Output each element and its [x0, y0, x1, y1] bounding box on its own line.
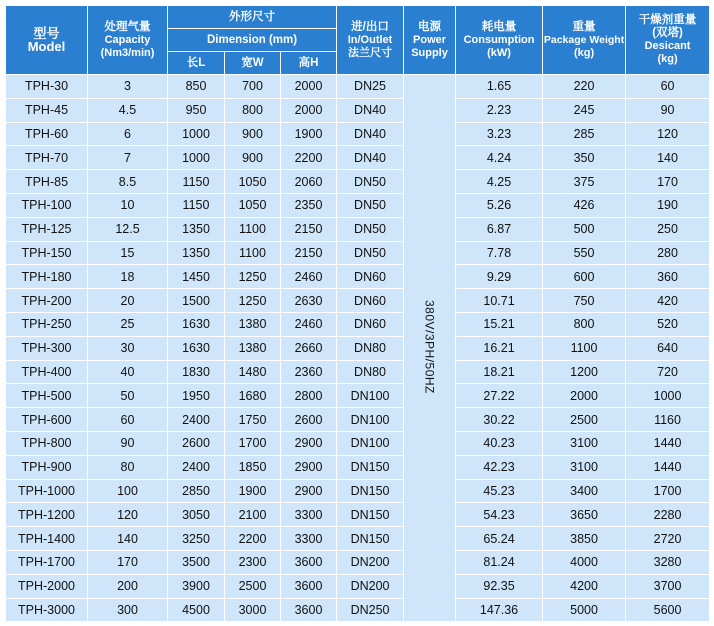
cell-w: 1480: [225, 360, 281, 384]
cell-desiccant: 720: [626, 360, 710, 384]
table-row: [6, 336, 710, 360]
cell-w: 1380: [225, 312, 281, 336]
cell-model: TPH-60: [6, 122, 88, 146]
cell-h: 2900: [281, 431, 337, 455]
cell-h: 3300: [281, 503, 337, 527]
cell-desiccant: 140: [626, 146, 710, 170]
cell-weight: 2500: [543, 408, 626, 432]
cell-capacity: 20: [88, 289, 168, 313]
cell-inlet: DN60: [337, 289, 404, 313]
table-row: [6, 265, 710, 289]
cell-w: 800: [225, 98, 281, 122]
table-row: [6, 146, 710, 170]
cell-desiccant: 3280: [626, 550, 710, 574]
cell-l: 3250: [168, 527, 225, 551]
cell-desiccant: 1000: [626, 384, 710, 408]
table-row: [6, 241, 710, 265]
cell-desiccant: 420: [626, 289, 710, 313]
cell-capacity: 30: [88, 336, 168, 360]
cell-h: 2000: [281, 98, 337, 122]
cell-desiccant: 2720: [626, 527, 710, 551]
cell-weight: 220: [543, 75, 626, 99]
cell-consumption: 5.26: [456, 193, 543, 217]
header-inlet-zh2: 法兰尺寸: [348, 46, 393, 59]
cell-inlet: DN60: [337, 312, 404, 336]
cell-consumption: 16.21: [456, 336, 543, 360]
cell-consumption: 18.21: [456, 360, 543, 384]
cell-model: TPH-200: [6, 289, 88, 313]
header-desiccant: [626, 6, 710, 75]
cell-desiccant: 60: [626, 75, 710, 99]
table-row: [6, 574, 710, 598]
cell-inlet: DN40: [337, 146, 404, 170]
cell-weight: 4200: [543, 574, 626, 598]
header-consumption: [456, 6, 543, 75]
cell-l: 1630: [168, 312, 225, 336]
cell-model: TPH-400: [6, 360, 88, 384]
cell-l: 1350: [168, 241, 225, 265]
cell-desiccant: 520: [626, 312, 710, 336]
cell-capacity: 140: [88, 527, 168, 551]
cell-l: 2600: [168, 431, 225, 455]
cell-model: TPH-30: [6, 75, 88, 99]
cell-inlet: DN80: [337, 336, 404, 360]
cell-desiccant: 120: [626, 122, 710, 146]
cell-l: 3900: [168, 574, 225, 598]
cell-model: TPH-1200: [6, 503, 88, 527]
header-model: [6, 6, 88, 75]
cell-model: TPH-1700: [6, 550, 88, 574]
cell-desiccant: 2280: [626, 503, 710, 527]
cell-consumption: 81.24: [456, 550, 543, 574]
header-desiccant-unit: (kg): [657, 53, 678, 65]
header-desiccant-zh: 干燥剂重量: [638, 14, 697, 26]
cell-consumption: 27.22: [456, 384, 543, 408]
cell-inlet: DN60: [337, 265, 404, 289]
cell-w: 1250: [225, 289, 281, 313]
cell-inlet: DN25: [337, 75, 404, 99]
cell-inlet: DN150: [337, 479, 404, 503]
table-row: [6, 75, 710, 99]
cell-w: 1250: [225, 265, 281, 289]
cell-capacity: 7: [88, 146, 168, 170]
table-row: [6, 217, 710, 241]
cell-weight: 285: [543, 122, 626, 146]
cell-weight: 750: [543, 289, 626, 313]
header-capacity: [88, 6, 168, 75]
cell-h: 2200: [281, 146, 337, 170]
cell-capacity: 4.5: [88, 98, 168, 122]
cell-l: 1000: [168, 122, 225, 146]
cell-l: 1450: [168, 265, 225, 289]
table-row: [6, 527, 710, 551]
cell-consumption: 65.24: [456, 527, 543, 551]
cell-w: 700: [225, 75, 281, 99]
cell-h: 2460: [281, 265, 337, 289]
cell-l: 1630: [168, 336, 225, 360]
cell-capacity: 12.5: [88, 217, 168, 241]
header-length: 长L: [168, 52, 225, 75]
table-row: [6, 598, 710, 622]
table-row: [6, 503, 710, 527]
cell-desiccant: 640: [626, 336, 710, 360]
cell-capacity: 120: [88, 503, 168, 527]
table-row: [6, 122, 710, 146]
cell-weight: 375: [543, 170, 626, 194]
cell-capacity: 100: [88, 479, 168, 503]
cell-model: TPH-900: [6, 455, 88, 479]
cell-consumption: 147.36: [456, 598, 543, 622]
cell-weight: 245: [543, 98, 626, 122]
cell-capacity: 6: [88, 122, 168, 146]
cell-inlet: DN150: [337, 527, 404, 551]
header-weight-zh: 重量: [572, 20, 596, 33]
cell-consumption: 40.23: [456, 431, 543, 455]
cell-l: 1830: [168, 360, 225, 384]
cell-l: 1150: [168, 170, 225, 194]
cell-consumption: 6.87: [456, 217, 543, 241]
table-row: [6, 431, 710, 455]
cell-l: 4500: [168, 598, 225, 622]
cell-capacity: 300: [88, 598, 168, 622]
cell-w: 1050: [225, 193, 281, 217]
cell-inlet: DN100: [337, 408, 404, 432]
cell-l: 1150: [168, 193, 225, 217]
header-consumption-zh: 耗电量: [481, 20, 517, 33]
cell-model: TPH-500: [6, 384, 88, 408]
cell-capacity: 200: [88, 574, 168, 598]
cell-l: 1350: [168, 217, 225, 241]
cell-consumption: 10.71: [456, 289, 543, 313]
cell-inlet: DN100: [337, 431, 404, 455]
table-row: [6, 289, 710, 313]
header-model-zh: 型号: [33, 26, 60, 41]
cell-w: 1100: [225, 241, 281, 265]
cell-capacity: 3: [88, 75, 168, 99]
table-row: [6, 170, 710, 194]
header-width: 宽W: [225, 52, 281, 75]
cell-h: 3600: [281, 574, 337, 598]
cell-model: TPH-45: [6, 98, 88, 122]
spec-table-container: [5, 5, 710, 622]
cell-consumption: 1.65: [456, 75, 543, 99]
cell-h: 3300: [281, 527, 337, 551]
cell-model: TPH-3000: [6, 598, 88, 622]
cell-capacity: 18: [88, 265, 168, 289]
cell-consumption: 92.35: [456, 574, 543, 598]
cell-inlet: DN250: [337, 598, 404, 622]
cell-weight: 3100: [543, 431, 626, 455]
cell-weight: 500: [543, 217, 626, 241]
cell-weight: 550: [543, 241, 626, 265]
cell-desiccant: 360: [626, 265, 710, 289]
table-body: [6, 75, 710, 622]
cell-desiccant: 90: [626, 98, 710, 122]
cell-capacity: 10: [88, 193, 168, 217]
cell-h: 2660: [281, 336, 337, 360]
cell-weight: 1200: [543, 360, 626, 384]
cell-capacity: 50: [88, 384, 168, 408]
cell-desiccant: 250: [626, 217, 710, 241]
cell-consumption: 30.22: [456, 408, 543, 432]
cell-w: 1750: [225, 408, 281, 432]
power-supply-cell: [404, 75, 456, 622]
cell-w: 900: [225, 146, 281, 170]
header-capacity-unit: (Nm3/min): [100, 46, 155, 59]
cell-model: TPH-150: [6, 241, 88, 265]
cell-l: 950: [168, 98, 225, 122]
cell-w: 2100: [225, 503, 281, 527]
cell-consumption: 15.21: [456, 312, 543, 336]
cell-inlet: DN80: [337, 360, 404, 384]
table-row: [6, 312, 710, 336]
cell-w: 3000: [225, 598, 281, 622]
cell-desiccant: 1440: [626, 431, 710, 455]
cell-consumption: 2.23: [456, 98, 543, 122]
header-power: [404, 6, 456, 75]
cell-h: 2150: [281, 217, 337, 241]
cell-consumption: 7.78: [456, 241, 543, 265]
header-inlet-en: In/Outlet: [347, 33, 393, 46]
cell-w: 1100: [225, 217, 281, 241]
cell-consumption: 9.29: [456, 265, 543, 289]
cell-weight: 5000: [543, 598, 626, 622]
cell-l: 2400: [168, 455, 225, 479]
cell-h: 1900: [281, 122, 337, 146]
cell-inlet: DN50: [337, 193, 404, 217]
cell-w: 900: [225, 122, 281, 146]
cell-weight: 3400: [543, 479, 626, 503]
cell-model: TPH-125: [6, 217, 88, 241]
cell-inlet: DN50: [337, 241, 404, 265]
cell-inlet: DN50: [337, 170, 404, 194]
cell-l: 2400: [168, 408, 225, 432]
cell-consumption: 54.23: [456, 503, 543, 527]
header-weight-unit: (kg): [573, 46, 595, 59]
cell-inlet: DN150: [337, 503, 404, 527]
cell-capacity: 80: [88, 455, 168, 479]
cell-consumption: 4.24: [456, 146, 543, 170]
header-model-en: Model: [27, 39, 66, 54]
cell-h: 2900: [281, 455, 337, 479]
table-row: [6, 455, 710, 479]
header-height: 高H: [281, 52, 337, 75]
cell-weight: 3850: [543, 527, 626, 551]
power-supply-value: 380V/3PH/50HZ: [422, 299, 437, 394]
cell-l: 3500: [168, 550, 225, 574]
cell-desiccant: 190: [626, 193, 710, 217]
cell-inlet: DN40: [337, 122, 404, 146]
cell-w: 2300: [225, 550, 281, 574]
cell-w: 1700: [225, 431, 281, 455]
cell-w: 1380: [225, 336, 281, 360]
header-consumption-en: Consumption: [463, 33, 535, 46]
table-row: [6, 360, 710, 384]
cell-desiccant: 1700: [626, 479, 710, 503]
cell-h: 2460: [281, 312, 337, 336]
cell-desiccant: 170: [626, 170, 710, 194]
cell-weight: 3650: [543, 503, 626, 527]
cell-w: 2500: [225, 574, 281, 598]
cell-desiccant: 3700: [626, 574, 710, 598]
cell-desiccant: 280: [626, 241, 710, 265]
cell-inlet: DN50: [337, 217, 404, 241]
table-row: [6, 408, 710, 432]
cell-model: TPH-800: [6, 431, 88, 455]
cell-weight: 800: [543, 312, 626, 336]
header-desiccant-zh2: (双塔): [652, 27, 683, 39]
cell-capacity: 8.5: [88, 170, 168, 194]
cell-h: 2630: [281, 289, 337, 313]
cell-capacity: 60: [88, 408, 168, 432]
cell-weight: 4000: [543, 550, 626, 574]
header-inlet-zh: 进/出口: [351, 20, 389, 33]
cell-l: 1500: [168, 289, 225, 313]
table-row: [6, 384, 710, 408]
header-weight: [543, 6, 626, 75]
cell-h: 3600: [281, 550, 337, 574]
cell-h: 2360: [281, 360, 337, 384]
cell-model: TPH-1000: [6, 479, 88, 503]
cell-h: 2060: [281, 170, 337, 194]
header-capacity-zh: 处理气量: [104, 20, 151, 33]
cell-h: 2800: [281, 384, 337, 408]
cell-l: 2850: [168, 479, 225, 503]
spec-table: [5, 5, 710, 622]
cell-h: 2150: [281, 241, 337, 265]
cell-w: 1680: [225, 384, 281, 408]
header-capacity-en: Capacity: [104, 33, 151, 46]
header-power-zh: 电源: [418, 20, 442, 33]
header-inlet: [337, 6, 404, 75]
cell-capacity: 90: [88, 431, 168, 455]
cell-desiccant: 1440: [626, 455, 710, 479]
table-row: [6, 193, 710, 217]
cell-weight: 600: [543, 265, 626, 289]
cell-model: TPH-1400: [6, 527, 88, 551]
cell-inlet: DN100: [337, 384, 404, 408]
cell-desiccant: 1160: [626, 408, 710, 432]
header-desiccant-en: Desicant: [644, 40, 691, 52]
header-dimension-en: Dimension (mm): [168, 29, 337, 52]
cell-model: TPH-100: [6, 193, 88, 217]
cell-l: 1000: [168, 146, 225, 170]
cell-inlet: DN40: [337, 98, 404, 122]
table-row: [6, 479, 710, 503]
cell-model: TPH-70: [6, 146, 88, 170]
header-power-en1: Power: [413, 33, 447, 46]
cell-l: 1950: [168, 384, 225, 408]
cell-desiccant: 5600: [626, 598, 710, 622]
table-header: [6, 6, 710, 75]
cell-model: TPH-600: [6, 408, 88, 432]
cell-consumption: 3.23: [456, 122, 543, 146]
cell-model: TPH-2000: [6, 574, 88, 598]
cell-inlet: DN200: [337, 574, 404, 598]
cell-capacity: 170: [88, 550, 168, 574]
cell-w: 1050: [225, 170, 281, 194]
cell-weight: 2000: [543, 384, 626, 408]
cell-weight: 426: [543, 193, 626, 217]
cell-w: 1900: [225, 479, 281, 503]
cell-inlet: DN150: [337, 455, 404, 479]
header-power-en2: Supply: [411, 46, 448, 59]
table-row: [6, 98, 710, 122]
cell-h: 2350: [281, 193, 337, 217]
header-weight-en: Package Weight: [543, 33, 625, 46]
cell-h: 2000: [281, 75, 337, 99]
cell-capacity: 25: [88, 312, 168, 336]
cell-l: 850: [168, 75, 225, 99]
cell-w: 2200: [225, 527, 281, 551]
cell-model: TPH-180: [6, 265, 88, 289]
cell-l: 3050: [168, 503, 225, 527]
cell-consumption: 4.25: [456, 170, 543, 194]
cell-model: TPH-300: [6, 336, 88, 360]
cell-h: 2600: [281, 408, 337, 432]
cell-inlet: DN200: [337, 550, 404, 574]
header-dimension-zh: 外形尺寸: [168, 6, 337, 29]
cell-capacity: 40: [88, 360, 168, 384]
cell-weight: 1100: [543, 336, 626, 360]
cell-w: 1850: [225, 455, 281, 479]
cell-h: 3600: [281, 598, 337, 622]
table-row: [6, 550, 710, 574]
cell-weight: 350: [543, 146, 626, 170]
cell-capacity: 15: [88, 241, 168, 265]
header-consumption-unit: (kW): [487, 46, 511, 59]
cell-weight: 3100: [543, 455, 626, 479]
cell-h: 2900: [281, 479, 337, 503]
cell-model: TPH-85: [6, 170, 88, 194]
cell-model: TPH-250: [6, 312, 88, 336]
cell-consumption: 45.23: [456, 479, 543, 503]
cell-consumption: 42.23: [456, 455, 543, 479]
